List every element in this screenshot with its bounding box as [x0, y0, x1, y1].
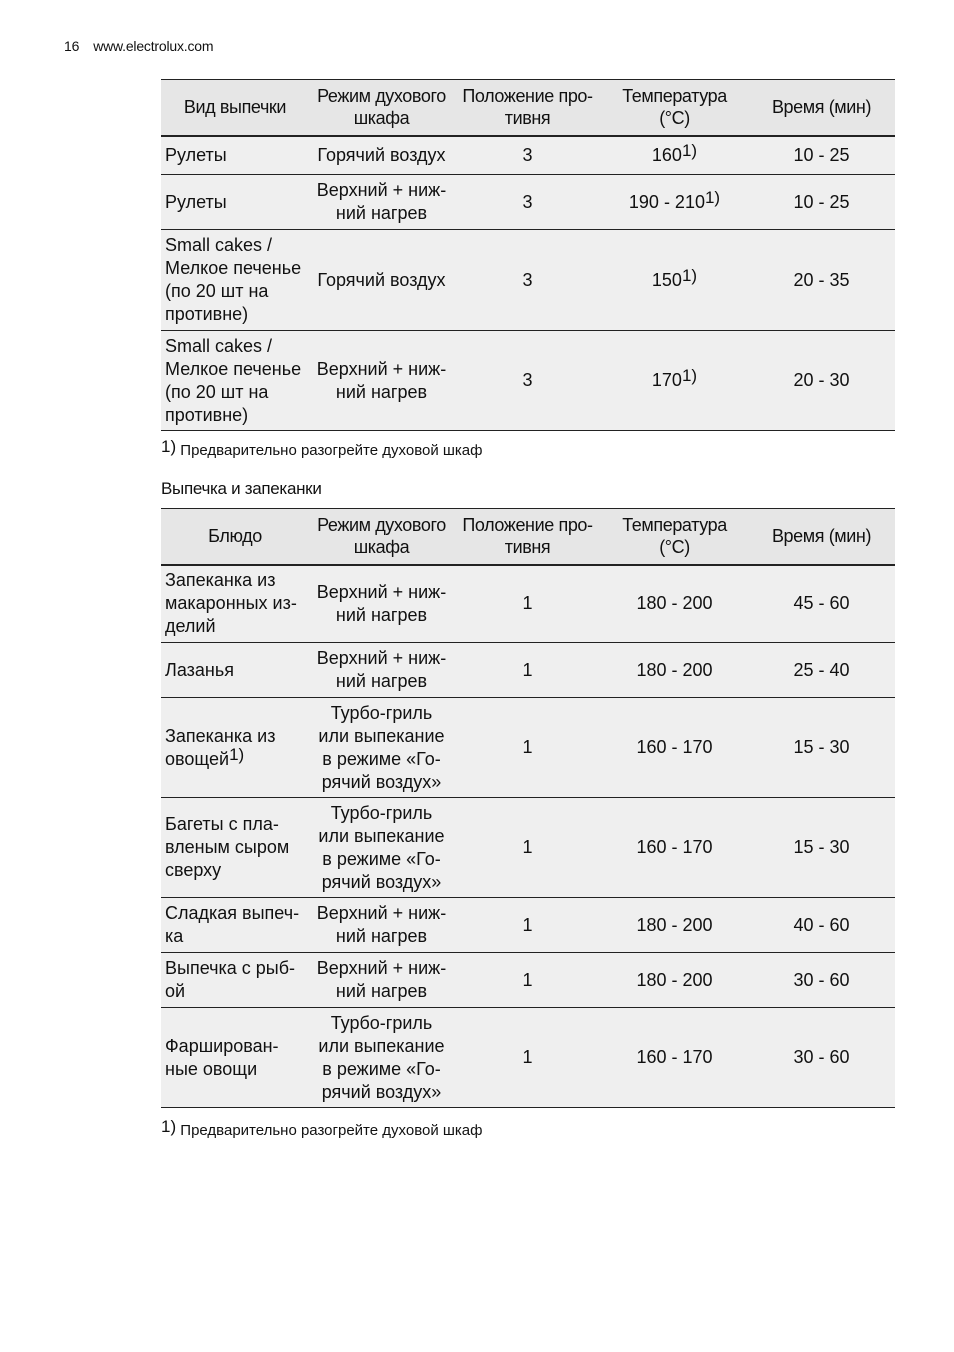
- cell-temperature: 160 - 170: [636, 837, 713, 857]
- cell-position: 1: [522, 837, 533, 857]
- cell-name: [161, 698, 309, 798]
- casserole-table: [161, 508, 895, 1108]
- cell-mode: Горячий воздух: [317, 269, 446, 290]
- cell-position: 1: [522, 969, 533, 990]
- cell-name: Small cakes / Мелкое печенье (по 20 шт на противне): [165, 335, 302, 425]
- cell-mode: Верхний + ниж- ний нагрев: [316, 903, 447, 946]
- table-row: [161, 230, 895, 331]
- table-header-row: [161, 80, 895, 136]
- cell-position: 1: [522, 914, 533, 935]
- col-header-temperature: Температура (°C): [601, 509, 748, 565]
- dish-name: Сладкая выпеч- ка: [165, 903, 300, 946]
- table-row: [161, 136, 895, 175]
- cell-name: [161, 1008, 309, 1108]
- cell-temperature: [601, 331, 748, 431]
- footnote-text: Предварительно разогрейте духовой шкаф: [180, 442, 483, 459]
- dish-name: Запеканка из овощей: [165, 725, 276, 769]
- temp-value: 150: [651, 269, 682, 290]
- cell-time: 10 - 25: [793, 144, 850, 165]
- table-header-row: [161, 509, 895, 565]
- cell-temperature: [601, 136, 748, 175]
- cell-position: 1: [522, 1047, 533, 1067]
- cell-mode: Турбо-гриль или выпекание в режиме «Го- рячий воздух»: [318, 702, 445, 792]
- col-header-mode: Режим духового шкафа: [309, 509, 454, 565]
- website-link[interactable]: www.electrolux.com: [93, 38, 214, 54]
- table-row: [161, 798, 895, 898]
- cell-mode: Верхний + ниж- ний нагрев: [316, 358, 447, 402]
- section-title: Выпечка и запеканки: [161, 479, 322, 498]
- table-row: [161, 331, 895, 431]
- footnote: [161, 1117, 483, 1139]
- temp-value: 170: [651, 370, 682, 390]
- cell-time: 45 - 60: [793, 593, 850, 614]
- footnote-ref: 1): [704, 187, 721, 207]
- footnote: [161, 437, 483, 459]
- col-header-dish: Блюдо: [161, 509, 309, 565]
- cell-mode: Верхний + ниж- ний нагрев: [316, 958, 447, 1001]
- cell-time: 20 - 35: [793, 269, 850, 290]
- cell-name: [161, 798, 309, 898]
- dish-name: Запеканка из макаронных из- делий: [165, 570, 297, 637]
- col-header-temperature: Температура (°C): [601, 80, 748, 136]
- cell-temperature: 160 - 170: [636, 737, 713, 757]
- cell-temperature: 180 - 200: [636, 914, 713, 935]
- dish-name: Лазанья: [165, 659, 234, 680]
- cell-time: 30 - 60: [793, 1047, 850, 1067]
- cell-temperature: 180 - 200: [636, 659, 713, 680]
- cell-name: Small cakes / Мелкое печенье (по 20 шт на противне): [165, 235, 302, 324]
- table-row: [161, 175, 895, 230]
- cell-mode: Турбо-гриль или выпекание в режиме «Го- рячий воздух»: [318, 802, 445, 892]
- cell-position: 3: [522, 191, 533, 212]
- cell-position: 1: [522, 593, 533, 614]
- cell-name: [161, 953, 309, 1008]
- temp-value: 160: [651, 144, 682, 165]
- col-header-position: Положение про- тивня: [454, 509, 601, 565]
- cell-time: 15 - 30: [793, 837, 850, 857]
- cell-name: [161, 898, 309, 953]
- dish-name: Выпечка с рыб- ой: [165, 958, 296, 1001]
- table-row: [161, 898, 895, 953]
- cell-time: 20 - 30: [793, 370, 850, 390]
- dish-name: Фарширован- ные овощи: [165, 1035, 279, 1079]
- cell-mode: Турбо-гриль или выпекание в режиме «Го- рячий воздух»: [318, 1012, 445, 1102]
- cell-name: Рулеты: [165, 191, 227, 212]
- footnote-text: Предварительно разогрейте духовой шкаф: [180, 1122, 483, 1139]
- dish-name: Багеты с пла- вленым сыром сверху: [165, 814, 290, 880]
- table-row: [161, 1008, 895, 1108]
- cell-position: 3: [522, 144, 533, 165]
- cell-time: 40 - 60: [793, 914, 850, 935]
- col-header-mode: Режим духового шкафа: [309, 80, 454, 136]
- footnote-mark: 1): [161, 1117, 177, 1136]
- cell-name: [161, 565, 309, 643]
- cell-time: 10 - 25: [793, 191, 850, 212]
- cell-temperature: 160 - 170: [636, 1047, 713, 1067]
- col-header-time: Время (мин): [748, 509, 895, 565]
- col-header-position: Положение про- тивня: [454, 80, 601, 136]
- footnote-ref: 1): [681, 265, 698, 285]
- pastry-table: [161, 79, 895, 431]
- cell-position: 1: [522, 659, 533, 680]
- table-row: [161, 698, 895, 798]
- cell-time: 25 - 40: [793, 659, 850, 680]
- cell-position: 1: [522, 737, 533, 757]
- cell-mode: Верхний + ниж- ний нагрев: [316, 581, 447, 625]
- temp-value: 190 - 210: [628, 191, 705, 212]
- cell-mode: Верхний + ниж- ний нагрев: [316, 648, 447, 691]
- cell-temperature: 180 - 200: [636, 593, 713, 614]
- col-header-type: Вид выпечки: [161, 80, 309, 136]
- page-header: [64, 38, 213, 54]
- cell-temperature: [601, 175, 748, 230]
- footnote-ref: 1): [229, 744, 245, 764]
- table-row: [161, 643, 895, 698]
- cell-time: 30 - 60: [793, 969, 850, 990]
- cell-position: 3: [522, 370, 533, 390]
- cell-time: 15 - 30: [793, 737, 850, 757]
- footnote-ref: 1): [681, 140, 698, 160]
- cell-name: Рулеты: [165, 144, 227, 165]
- cell-mode: Верхний + ниж- ний нагрев: [316, 180, 447, 223]
- footnote-ref: 1): [681, 366, 698, 385]
- cell-position: 3: [522, 269, 533, 290]
- col-header-time: Время (мин): [748, 80, 895, 136]
- cell-name: [161, 643, 309, 698]
- table-row: [161, 565, 895, 643]
- cell-temperature: 180 - 200: [636, 969, 713, 990]
- cell-temperature: [601, 230, 748, 331]
- table-row: [161, 953, 895, 1008]
- page-number: 16: [64, 38, 80, 54]
- cell-mode: Горячий воздух: [317, 144, 446, 165]
- footnote-mark: 1): [161, 437, 177, 456]
